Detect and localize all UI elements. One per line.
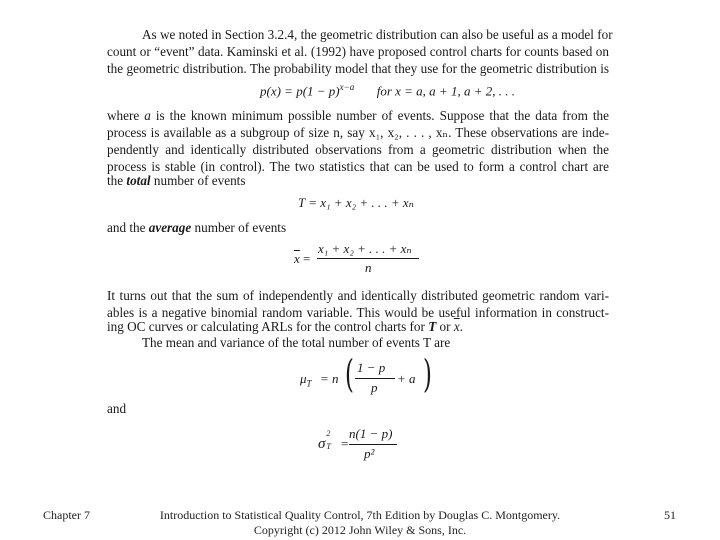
body-line: ables is a negative binomial random variable. This would be useful information in construct- (107, 305, 609, 320)
xbar-symbol: $\overline{x}$ (294, 251, 300, 266)
body-line: count or “event” data. Kaminski et al. (1992) have proposed control charts for counts based on (107, 44, 609, 59)
equation-total: T = x₁ + x₂ + . . . + xₙ (298, 195, 414, 210)
footer-page-number: 51 (664, 508, 676, 522)
text-run: number of events (191, 220, 287, 235)
sigma-symbol (318, 429, 333, 453)
var-T: T (428, 319, 437, 334)
mu-numerator: 1 − p (357, 360, 386, 375)
equation-geometric-pmf (260, 82, 515, 99)
fraction-denominator: n (365, 260, 372, 275)
equals-sign: = (303, 251, 311, 266)
footer-credit-line1: Introduction to Statistical Quality Control, 7th Edition by Douglas C. Montgomery. (159, 508, 561, 522)
emphasis-average: average (148, 220, 192, 235)
right-paren: ) (422, 352, 432, 396)
sigma-fraction-bar (349, 444, 397, 445)
text-run: number of events (150, 173, 246, 188)
mu-subscript: T (306, 378, 312, 389)
body-line: It turns out that the sum of independently and identically distributed geometric random vari- (107, 288, 609, 303)
eq-exponent: x−a (339, 82, 355, 92)
sigma-subscript: T (326, 442, 331, 451)
var-a: a (144, 108, 151, 123)
mu-fraction-bar (355, 378, 395, 379)
left-paren: ( (344, 352, 354, 396)
body-line: process is stable (in control). The two statistics that can be used to form a control chart are (107, 159, 609, 174)
text-run: . (459, 319, 463, 334)
body-line (107, 107, 609, 124)
body-line: The mean and variance of the total number of events T are (142, 335, 451, 350)
sigma-numerator: n(1 − p) (349, 426, 393, 441)
eq-lhs: p(x) = p(1 − p) (260, 83, 340, 99)
text-run: is the known minimum possible number of events. Suppose that the data from the (150, 108, 610, 123)
footer-chapter: Chapter 7 (43, 508, 90, 522)
body-line: As we noted in Section 3.2.4, the geometric distribution can also be useful as a model for (142, 27, 613, 42)
sigma-denominator: p² (364, 446, 375, 461)
emphasis-total: total (126, 173, 151, 188)
fraction-bar (317, 258, 419, 259)
sigma-equals: = (341, 436, 349, 451)
text-run: or (436, 319, 454, 334)
footer-credit-line2: Copyright (c) 2012 John Wiley & Sons, Inc. (253, 523, 467, 537)
fraction-numerator: x₁ + x₂ + . . . + xₙ (318, 241, 412, 256)
mu-symbol (300, 371, 312, 389)
text-run: ing OC curves or calculating ARLs for the control charts for (107, 319, 429, 334)
sigma-letter: σ (318, 436, 326, 452)
body-line: pendently and identically distributed observations from a geometric distribution when the (107, 142, 609, 157)
body-line: the geometric distribution. The probability model that they use for the geometric distribution is (107, 61, 609, 76)
eq-domain: for x = a, a + 1, a + 2, . . . (376, 83, 515, 99)
body-line (107, 219, 609, 236)
sigma-superscript: 2 (326, 429, 331, 438)
body-line: process is available as a subgroup of size n, say x₁, x₂, . . . , xₙ. These observations are inde- (107, 125, 609, 140)
var-xbar: $\overline{x}$ (453, 319, 460, 334)
mu-equals: = n (320, 371, 339, 386)
mu-letter: μ (300, 371, 307, 386)
text-run: and the (107, 220, 149, 235)
text-run: where (107, 108, 145, 123)
mu-tail: + a (397, 371, 416, 386)
body-line (107, 172, 609, 189)
mu-denominator: p (371, 380, 378, 395)
text-run: the (107, 173, 127, 188)
body-line: and (107, 401, 127, 416)
body-line (107, 318, 609, 335)
